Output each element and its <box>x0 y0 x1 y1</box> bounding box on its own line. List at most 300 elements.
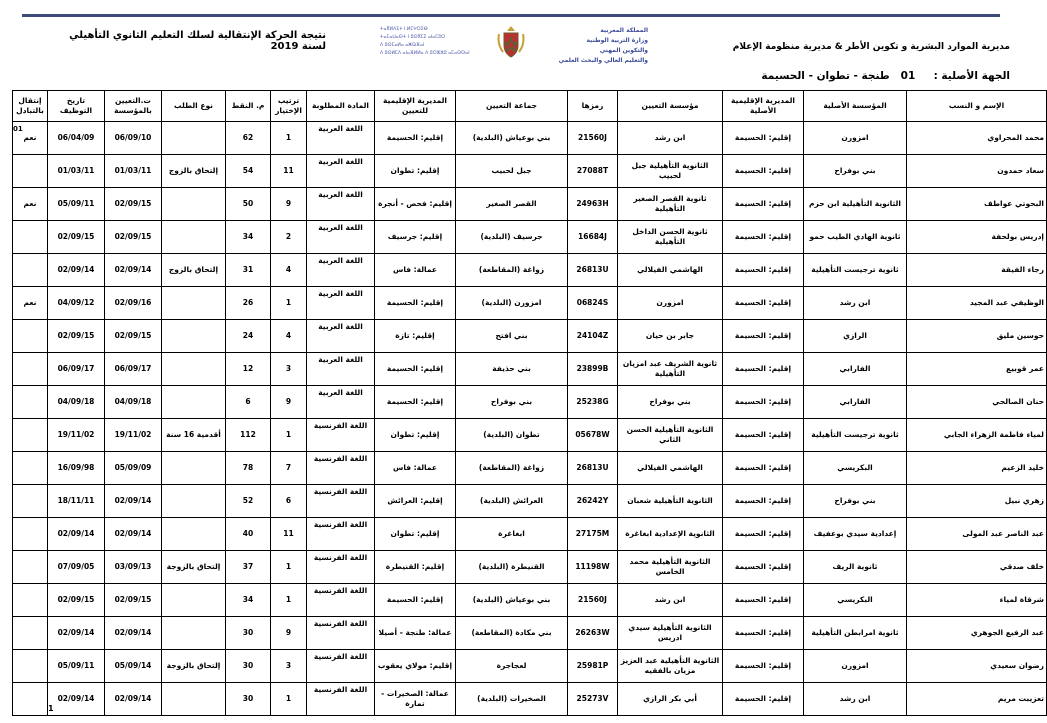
cell-orig-province: إقليم: الحسيمة <box>723 650 804 683</box>
cell-name: البحوتي عواطف <box>907 188 1047 221</box>
cell-request-type <box>162 221 226 254</box>
cell-points: 52 <box>226 485 271 518</box>
cell-subject: اللغة العربية <box>307 188 375 221</box>
cell-assigned-school: ثانوية القصر الصغير التأهيلية <box>618 188 723 221</box>
cell-subject: اللغة الفرنسية <box>307 584 375 617</box>
cell-orig-province: إقليم: الحسيمة <box>723 485 804 518</box>
cell-hire-date: 04/09/18 <box>48 386 105 419</box>
cell-request-type <box>162 683 226 716</box>
cell-assigned-school: ابن رشد <box>618 584 723 617</box>
cell-choice-rank: 7 <box>271 452 307 485</box>
col-assign-date: ت.التعيين بالمؤسسة <box>105 91 162 122</box>
cell-points: 30 <box>226 683 271 716</box>
cell-request-type <box>162 452 226 485</box>
table-row <box>13 254 1047 287</box>
cell-orig-province: إقليم: الحسيمة <box>723 320 804 353</box>
col-choice-rank: ترتيب الإختيار <box>271 91 307 122</box>
cell-assign-date: 02/09/14 <box>105 683 162 716</box>
cell-name: خلف صدقي <box>907 551 1047 584</box>
cell-assigned-province: عمالة: فاس <box>375 254 456 287</box>
cell-choice-rank: 9 <box>271 386 307 419</box>
cell-subject: اللغة العربية <box>307 320 375 353</box>
cell-assign-date: 04/09/18 <box>105 386 162 419</box>
cell-commune: زواغة (المقاطعة) <box>456 452 568 485</box>
cell-orig-province: إقليم: الحسيمة <box>723 386 804 419</box>
cell-choice-rank: 4 <box>271 254 307 287</box>
cell-assigned-school: ثانوية الحسن الداخل التأهيلية <box>618 221 723 254</box>
cell-commune: امزورن (البلدية) <box>456 287 568 320</box>
cell-hire-date: 02/09/14 <box>48 254 105 287</box>
table-row <box>13 122 1047 155</box>
cell-code: 25273V <box>568 683 618 716</box>
cell-request-type <box>162 485 226 518</box>
cell-orig-school: ابن رشد <box>804 683 907 716</box>
cell-assign-date: 05/09/09 <box>105 452 162 485</box>
cell-request-type <box>162 320 226 353</box>
cell-orig-province: إقليم: الحسيمة <box>723 287 804 320</box>
cell-code: 16684J <box>568 221 618 254</box>
cell-assign-date: 03/09/13 <box>105 551 162 584</box>
cell-orig-province: إقليم: الحسيمة <box>723 254 804 287</box>
ministry-logo <box>378 24 648 80</box>
cell-orig-province: إقليم: الحسيمة <box>723 221 804 254</box>
cell-name: شرقاة لمياء <box>907 584 1047 617</box>
cell-exchange <box>13 452 48 485</box>
cell-orig-school: البكريسي <box>804 452 907 485</box>
cell-hire-date: 05/09/11 <box>48 650 105 683</box>
cell-choice-rank: 11 <box>271 155 307 188</box>
col-subject: المادة المطلوبة <box>307 91 375 122</box>
cell-orig-school: ثانوية ترجيست التأهيلية <box>804 254 907 287</box>
cell-orig-province: إقليم: الحسيمة <box>723 452 804 485</box>
region-code: 01 <box>900 70 916 82</box>
cell-assigned-province: إقليم: الحسيمة <box>375 287 456 320</box>
cell-assign-date: 02/09/15 <box>105 320 162 353</box>
cell-name: حنان الصالحي <box>907 386 1047 419</box>
cell-orig-school: بني بوفراح <box>804 155 907 188</box>
table-row <box>13 650 1047 683</box>
cell-request-type <box>162 122 226 155</box>
cell-choice-rank: 1 <box>271 683 307 716</box>
cell-name: حوسين مليق <box>907 320 1047 353</box>
cell-assigned-school: الثانوية التأهيلية شعبان <box>618 485 723 518</box>
cell-request-type <box>162 188 226 221</box>
cell-subject: اللغة الفرنسية <box>307 485 375 518</box>
cell-orig-school: إعدادية سيدي بوعفيف <box>804 518 907 551</box>
cell-assign-date: 02/09/16 <box>105 287 162 320</box>
cell-assign-date: 02/09/15 <box>105 584 162 617</box>
cell-points: 6 <box>226 386 271 419</box>
cell-assigned-province: إقليم: الحسيمة <box>375 584 456 617</box>
cell-orig-province: إقليم: الحسيمة <box>723 419 804 452</box>
table-row <box>13 485 1047 518</box>
cell-choice-rank: 4 <box>271 320 307 353</box>
cell-assign-date: 19/11/02 <box>105 419 162 452</box>
cell-assigned-school: جابر بن حيان <box>618 320 723 353</box>
cell-subject: اللغة العربية <box>307 386 375 419</box>
col-commune: جماعة التعيين <box>456 91 568 122</box>
list-marker: 01 <box>13 125 23 133</box>
cell-assigned-province: إقليم: مولاي يعقوب <box>375 650 456 683</box>
cell-code: 25981P <box>568 650 618 683</box>
cell-hire-date: 05/09/11 <box>48 188 105 221</box>
cell-subject: اللغة الفرنسية <box>307 617 375 650</box>
cell-assigned-province: إقليم: تطوان <box>375 419 456 452</box>
cell-assign-date: 02/09/14 <box>105 518 162 551</box>
cell-orig-school: الفارابي <box>804 353 907 386</box>
cell-hire-date: 07/09/05 <box>48 551 105 584</box>
header-rule <box>22 14 1000 17</box>
cell-name: محمد المحراوي <box>907 122 1047 155</box>
cell-commune: زواغة (المقاطعة) <box>456 254 568 287</box>
cell-hire-date: 04/09/12 <box>48 287 105 320</box>
cell-assigned-school: الهاشمي الفيلالي <box>618 452 723 485</box>
cell-assigned-province: إقليم: تطوان <box>375 518 456 551</box>
cell-assigned-province: إقليم: تطوان <box>375 155 456 188</box>
cell-name: تعزيبت مريم <box>907 683 1047 716</box>
table-row <box>13 419 1047 452</box>
cell-choice-rank: 1 <box>271 419 307 452</box>
col-orig-province: المديرية الإقليمية الأصلية <box>723 91 804 122</box>
cell-points: 54 <box>226 155 271 188</box>
cell-code: 21560J <box>568 122 618 155</box>
cell-commune: ابغاغرة <box>456 518 568 551</box>
page-number: 1 <box>48 704 54 713</box>
cell-subject: اللغة الفرنسية <box>307 683 375 716</box>
table-row <box>13 518 1047 551</box>
cell-assigned-province: إقليم: جرسيف <box>375 221 456 254</box>
cell-orig-school: ثانوية الهادي الطيب حمو <box>804 221 907 254</box>
cell-name: عبد الناصر عبد المولى <box>907 518 1047 551</box>
cell-assign-date: 02/09/15 <box>105 188 162 221</box>
table-row <box>13 155 1047 188</box>
cell-code: 26813U <box>568 254 618 287</box>
cell-orig-province: إقليم: الحسيمة <box>723 617 804 650</box>
cell-points: 40 <box>226 518 271 551</box>
cell-commune: بني بوعياش (البلدية) <box>456 584 568 617</box>
cell-exchange <box>13 518 48 551</box>
cell-code: 05678W <box>568 419 618 452</box>
cell-assigned-school: الثانوية الإعدادية ابغاغرة <box>618 518 723 551</box>
cell-points: 26 <box>226 287 271 320</box>
cell-exchange: نعم <box>13 122 48 155</box>
table-row <box>13 683 1047 716</box>
cell-assigned-school: بني بوفراح <box>618 386 723 419</box>
cell-assigned-school: أبي بكر الرازي <box>618 683 723 716</box>
cell-code: 06824S <box>568 287 618 320</box>
cell-orig-school: ثانوية الريف <box>804 551 907 584</box>
cell-assigned-province: إقليم: تازة <box>375 320 456 353</box>
cell-commune: بني بوفراح <box>456 386 568 419</box>
cell-subject: اللغة العربية <box>307 122 375 155</box>
cell-assigned-province: عمالة: فاس <box>375 452 456 485</box>
cell-request-type: إلتحاق بالزوج <box>162 155 226 188</box>
cell-name: الوظيفي عبد المجيد <box>907 287 1047 320</box>
cell-assigned-province: إقليم: فحص - أنجرة <box>375 188 456 221</box>
cell-choice-rank: 9 <box>271 617 307 650</box>
cell-exchange <box>13 221 48 254</box>
cell-request-type <box>162 518 226 551</box>
cell-points: 31 <box>226 254 271 287</box>
cell-request-type: إلتحاق بالزوج <box>162 254 226 287</box>
directorate-line: مديرية الموارد البشرية و تكوين الأطر & مديرية منظومة الإعلام <box>732 42 1010 52</box>
cell-orig-school: ثانوية ترجيست التأهيلية <box>804 419 907 452</box>
cell-subject: اللغة العربية <box>307 221 375 254</box>
cell-orig-school: بني بوفراح <box>804 485 907 518</box>
col-assigned-province: المديرية الإقليمية للتعيين <box>375 91 456 122</box>
cell-hire-date: 02/09/15 <box>48 221 105 254</box>
cell-exchange <box>13 155 48 188</box>
cell-exchange: نعم <box>13 188 48 221</box>
cell-orig-school: امزورن <box>804 650 907 683</box>
cell-assigned-province: إقليم: العرائش <box>375 485 456 518</box>
cell-assign-date: 06/09/17 <box>105 353 162 386</box>
cell-choice-rank: 9 <box>271 188 307 221</box>
cell-name: رجاء الفيقة <box>907 254 1047 287</box>
cell-exchange <box>13 683 48 716</box>
region-line <box>720 69 1010 84</box>
cell-subject: اللغة العربية <box>307 353 375 386</box>
table-row <box>13 221 1047 254</box>
coat-of-arms-icon <box>496 24 526 60</box>
cell-commune: لعجاجرة <box>456 650 568 683</box>
cell-code: 11198W <box>568 551 618 584</box>
cell-orig-school: الفارابي <box>804 386 907 419</box>
cell-choice-rank: 3 <box>271 353 307 386</box>
cell-points: 34 <box>226 584 271 617</box>
cell-exchange <box>13 485 48 518</box>
cell-assign-date: 02/09/14 <box>105 485 162 518</box>
cell-orig-school: الرازي <box>804 320 907 353</box>
cell-request-type: إلتحاق بالزوجة <box>162 650 226 683</box>
cell-subject: اللغة الفرنسية <box>307 518 375 551</box>
col-orig-school: المؤسسة الأصلية <box>804 91 907 122</box>
col-code: رمزها <box>568 91 618 122</box>
cell-assigned-school: الثانوية التأهيلية محمد الخامس <box>618 551 723 584</box>
cell-hire-date: 02/09/14 <box>48 617 105 650</box>
table-row <box>13 188 1047 221</box>
cell-hire-date: 02/09/15 <box>48 584 105 617</box>
cell-hire-date: 02/09/14 <box>48 518 105 551</box>
table-row <box>13 353 1047 386</box>
cell-exchange <box>13 353 48 386</box>
cell-orig-province: إقليم: الحسيمة <box>723 518 804 551</box>
table-header-row <box>13 91 1047 122</box>
col-points: م. النقط <box>226 91 271 122</box>
col-name: الإسم و النسب <box>907 91 1047 122</box>
cell-subject: اللغة الفرنسية <box>307 419 375 452</box>
cell-assign-date: 02/09/14 <box>105 254 162 287</box>
cell-assigned-school: ابن رشد <box>618 122 723 155</box>
cell-points: 30 <box>226 650 271 683</box>
cell-assign-date: 05/09/14 <box>105 650 162 683</box>
table-row <box>13 617 1047 650</box>
document-title: نتيجة الحركة الإنتقالية لسلك التعليم الثانوي التأهيلي لسنة 2019 <box>69 30 326 52</box>
logo-arabic-text: المملكة المغربية وزارة التربية الوطنية والتكوين المهني والتعليم العالي والبحث العلمي <box>558 27 648 64</box>
cell-hire-date: 01/03/11 <box>48 155 105 188</box>
cell-assign-date: 06/09/10 <box>105 122 162 155</box>
cell-name: عبد الرفيع الجوهري <box>907 617 1047 650</box>
cell-name: رضوان سعيدي <box>907 650 1047 683</box>
cell-exchange <box>13 386 48 419</box>
cell-exchange <box>13 584 48 617</box>
cell-choice-rank: 6 <box>271 485 307 518</box>
cell-code: 23899B <box>568 353 618 386</box>
cell-choice-rank: 2 <box>271 221 307 254</box>
cell-assigned-province: عمالة: طنجة - أصيلا <box>375 617 456 650</box>
cell-choice-rank: 11 <box>271 518 307 551</box>
cell-commune: الصخيرات (البلدية) <box>456 683 568 716</box>
cell-choice-rank: 1 <box>271 122 307 155</box>
cell-assigned-school: الثانوية التأهيلية جبل لحبيب <box>618 155 723 188</box>
cell-request-type <box>162 353 226 386</box>
cell-commune: القنيطرة (البلدية) <box>456 551 568 584</box>
cell-exchange: نعم <box>13 287 48 320</box>
col-request-type: نوع الطلب <box>162 91 226 122</box>
cell-points: 37 <box>226 551 271 584</box>
cell-code: 25238G <box>568 386 618 419</box>
cell-orig-school: الثانوية التأهيلية ابن حزم <box>804 188 907 221</box>
cell-assigned-province: إقليم: الحسيمة <box>375 353 456 386</box>
cell-hire-date: 16/09/98 <box>48 452 105 485</box>
cell-orig-province: إقليم: الحسيمة <box>723 188 804 221</box>
cell-assigned-school: ثانوية الشريف عبد امزيان التأهيلية <box>618 353 723 386</box>
cell-commune: تطوان (البلدية) <box>456 419 568 452</box>
cell-choice-rank: 1 <box>271 551 307 584</box>
cell-code: 26242Y <box>568 485 618 518</box>
cell-choice-rank: 1 <box>271 584 307 617</box>
cell-exchange <box>13 419 48 452</box>
cell-points: 34 <box>226 221 271 254</box>
cell-orig-province: إقليم: الحسيمة <box>723 683 804 716</box>
cell-request-type: إلتحاق بالزوجة <box>162 551 226 584</box>
cell-code: 24104Z <box>568 320 618 353</box>
cell-hire-date: 02/09/14 <box>48 683 105 716</box>
cell-request-type: أقدمية 16 سنة <box>162 419 226 452</box>
transfer-results-table <box>12 90 1047 716</box>
cell-assigned-school: الثانوية التأهيلية الحسن الثاني <box>618 419 723 452</box>
cell-commune: بني بوعياش (البلدية) <box>456 122 568 155</box>
cell-points: 30 <box>226 617 271 650</box>
cell-orig-province: إقليم: الحسيمة <box>723 155 804 188</box>
cell-commune: بني مكادة (المقاطعة) <box>456 617 568 650</box>
cell-name: زهري نبيل <box>907 485 1047 518</box>
cell-commune: بني حذيفة <box>456 353 568 386</box>
cell-subject: اللغة العربية <box>307 254 375 287</box>
cell-request-type <box>162 287 226 320</box>
cell-subject: اللغة الفرنسية <box>307 452 375 485</box>
cell-assigned-province: إقليم: القنيطرة <box>375 551 456 584</box>
cell-exchange <box>13 551 48 584</box>
cell-request-type <box>162 584 226 617</box>
cell-assigned-school: الهاشمي الفيلالي <box>618 254 723 287</box>
table-row <box>13 386 1047 419</box>
cell-assigned-province: إقليم: الحسيمة <box>375 122 456 155</box>
logo-tifinagh-text: ⵜⴰⴳⵍⴷⵉⵜ ⵏ ⵍⵎⵖⵔⵉⴱ ⵜⴰⵎⴰⵡⴰⵙⵜ ⵏ ⵓⵙⴳⵎⵉ ⴰⵏⴰⵎⵓⵔ ⴷ ⵓⵙⵎⴰⵍⴰ ⴰⵥⵕⴼⴰⵏ ⴷ ⵓⵙⵍⵎⴷ ⴰⵏⴰⴼⵍⵍⴰ ⴷ ⵓⵔⵣⵣⵓ ⴰⵎⴰⵙⵙⴰⵏ <box>380 27 470 56</box>
table-body <box>13 122 1047 716</box>
cell-subject: اللغة العربية <box>307 287 375 320</box>
cell-name: إدريس بولحفة <box>907 221 1047 254</box>
table-row <box>13 584 1047 617</box>
cell-points: 62 <box>226 122 271 155</box>
cell-name: عمر قوبيع <box>907 353 1047 386</box>
table-row <box>13 320 1047 353</box>
cell-orig-province: إقليم: الحسيمة <box>723 122 804 155</box>
cell-orig-school: البكريسي <box>804 584 907 617</box>
col-assigned-school: مؤسسة التعيين <box>618 91 723 122</box>
cell-code: 26813U <box>568 452 618 485</box>
cell-orig-province: إقليم: الحسيمة <box>723 353 804 386</box>
col-hire-date: تاريخ التوظيف <box>48 91 105 122</box>
cell-code: 27088T <box>568 155 618 188</box>
cell-points: 12 <box>226 353 271 386</box>
cell-subject: اللغة الفرنسية <box>307 551 375 584</box>
cell-assigned-school: الثانوية التأهيلية سيدي ادريس <box>618 617 723 650</box>
cell-orig-school: ثانوية امرابطن التأهيلية <box>804 617 907 650</box>
col-exchange: إنتقال بالتبادل <box>13 91 48 122</box>
cell-assigned-province: إقليم: الحسيمة <box>375 386 456 419</box>
cell-code: 26263W <box>568 617 618 650</box>
cell-subject: اللغة الفرنسية <box>307 650 375 683</box>
cell-exchange <box>13 617 48 650</box>
cell-commune: جرسيف (البلدية) <box>456 221 568 254</box>
cell-commune: بني افتح <box>456 320 568 353</box>
table-row <box>13 287 1047 320</box>
header-right <box>720 40 1010 84</box>
cell-orig-school: امزورن <box>804 122 907 155</box>
cell-points: 112 <box>226 419 271 452</box>
cell-hire-date: 19/11/02 <box>48 419 105 452</box>
cell-points: 50 <box>226 188 271 221</box>
cell-assign-date: 02/09/14 <box>105 617 162 650</box>
cell-request-type <box>162 617 226 650</box>
cell-name: خليد الزعيم <box>907 452 1047 485</box>
table-row <box>13 452 1047 485</box>
cell-name: لمياء فاطمة الزهراء الجابي <box>907 419 1047 452</box>
cell-points: 24 <box>226 320 271 353</box>
cell-assigned-school: الثانوية التأهيلية عبد العزيز مزيان بالفقيه <box>618 650 723 683</box>
cell-code: 27175M <box>568 518 618 551</box>
cell-orig-school: ابن رشد <box>804 287 907 320</box>
cell-hire-date: 06/09/17 <box>48 353 105 386</box>
cell-choice-rank: 1 <box>271 287 307 320</box>
cell-request-type <box>162 386 226 419</box>
cell-assigned-school: امزورن <box>618 287 723 320</box>
cell-subject: اللغة العربية <box>307 155 375 188</box>
cell-commune: العرائش (البلدية) <box>456 485 568 518</box>
cell-commune: القصر الصغير <box>456 188 568 221</box>
cell-assign-date: 02/09/15 <box>105 221 162 254</box>
cell-orig-province: إقليم: الحسيمة <box>723 584 804 617</box>
cell-choice-rank: 3 <box>271 650 307 683</box>
cell-commune: جبل لحبيب <box>456 155 568 188</box>
cell-exchange <box>13 320 48 353</box>
cell-exchange <box>13 650 48 683</box>
cell-code: 21560J <box>568 584 618 617</box>
region-label: الجهة الأصلية : <box>933 70 1010 82</box>
cell-orig-province: إقليم: الحسيمة <box>723 551 804 584</box>
cell-hire-date: 06/04/09 <box>48 122 105 155</box>
region-name: طنجة - تطوان - الحسيمة <box>761 70 890 82</box>
cell-name: سعاد حمدون <box>907 155 1047 188</box>
cell-assigned-province: عمالة: الصخيرات - تمارة <box>375 683 456 716</box>
table-row <box>13 551 1047 584</box>
cell-assign-date: 01/03/11 <box>105 155 162 188</box>
cell-hire-date: 18/11/11 <box>48 485 105 518</box>
cell-code: 24963H <box>568 188 618 221</box>
cell-points: 78 <box>226 452 271 485</box>
cell-hire-date: 02/09/15 <box>48 320 105 353</box>
